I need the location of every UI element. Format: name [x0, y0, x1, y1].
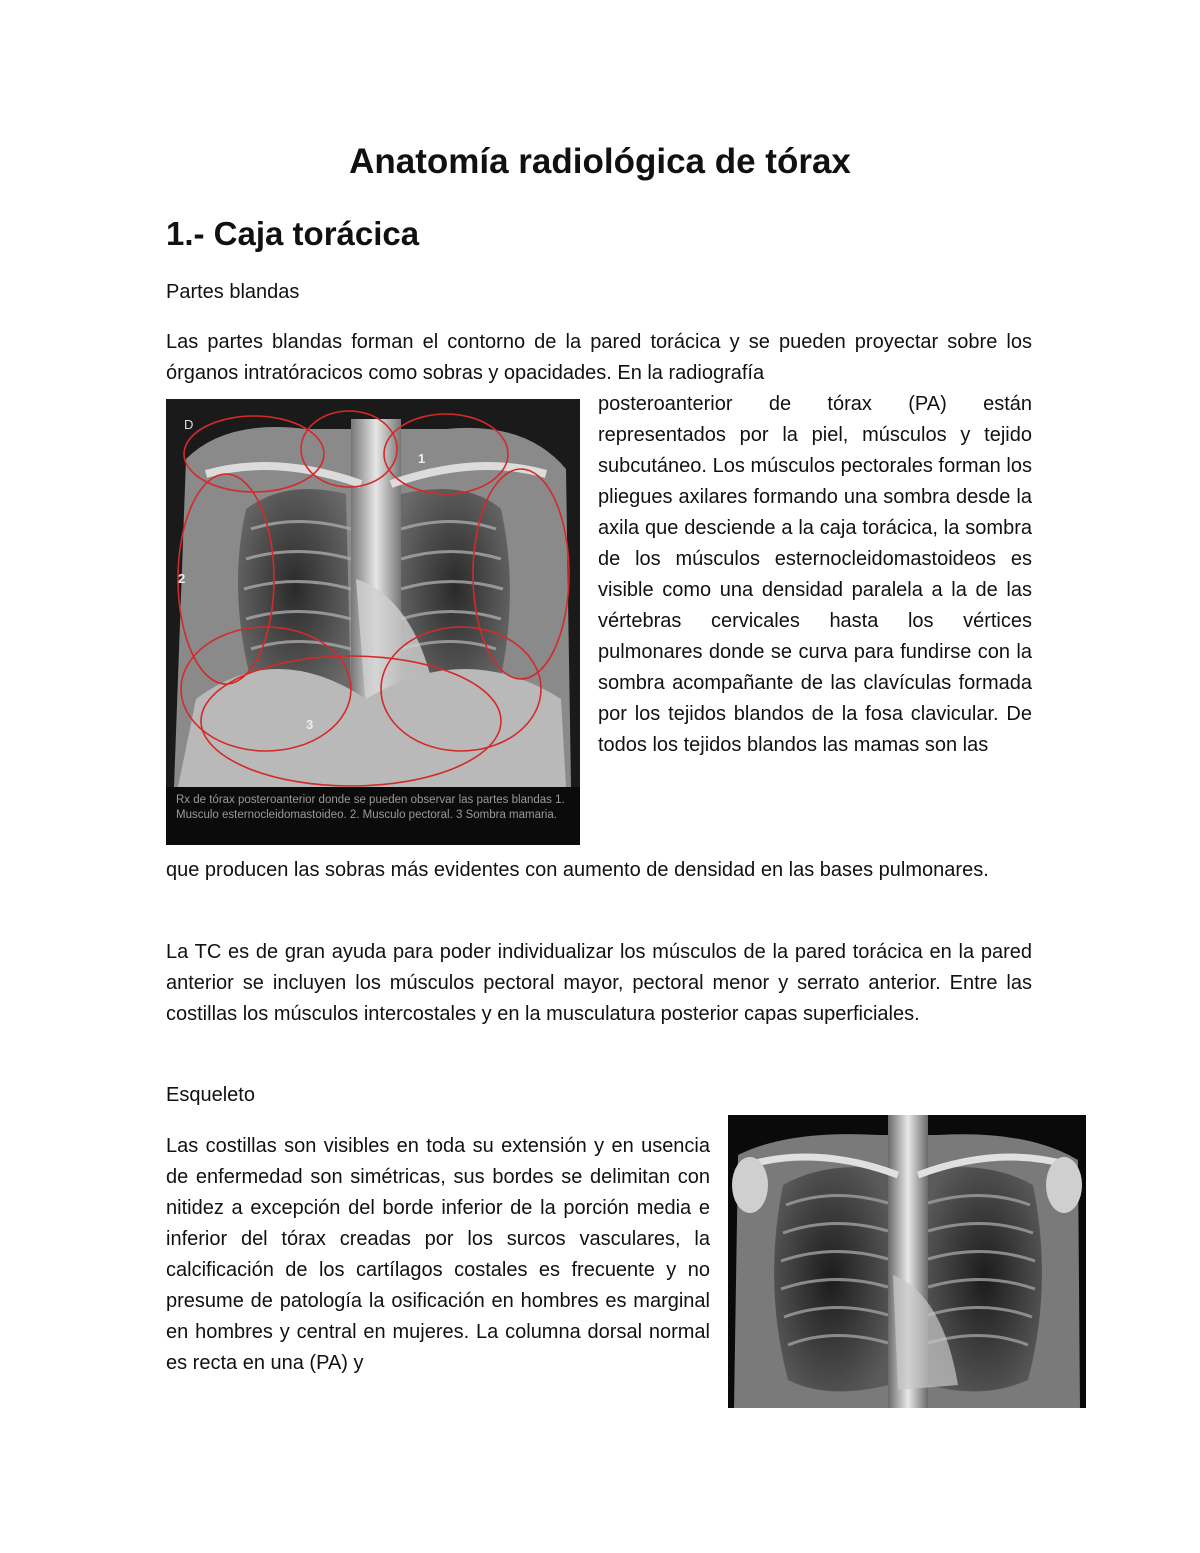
paragraph-ct-muscles: La TC es de gran ayuda para poder individualizar los músculos de la pared torácica en la pared anterior se incluyen los músculos pectoral mayor, pectoral menor y serrato anterior. Entre las costillas los músculos intercostales y en la musculatura posterior capas superficiales.	[166, 941, 1032, 1025]
xray-marker-D: D	[184, 417, 194, 432]
xray-label-3: 3	[306, 717, 314, 732]
figure-chest-xray	[728, 1115, 1086, 1408]
figure-chest-xray-annotated	[166, 399, 580, 845]
paragraph-soft-tissue-end: que producen las sobras más evidentes con aumento de densidad en las bases pulmonares.	[166, 859, 989, 881]
xray-label-2: 2	[178, 571, 186, 586]
figure-caption: Rx de tórax posteroanterior donde se pueden observar las partes blandas 1. Musculo esternocleidomastoideo. 2. Musculo pectoral. 3 Sombra mamaria.	[166, 787, 580, 845]
subheading-soft-tissue: Partes blandas	[166, 281, 300, 303]
document-title: Anatomía radiológica de tórax	[349, 142, 851, 181]
xray-image-plain	[728, 1115, 1086, 1408]
paragraph-skeleton: Las costillas son visibles en toda su extensión y en usencia de enfermedad son simétricas, sus bordes se delimitan con nitidez a excepción del borde inferior de la porción media e inferior del tórax creadas por los surcos vasculares, la calcificación de los cartílagos costales es frecuente y no presume de patología la osificación en hombres es marginal en hombres y central en mujeres. La columna dorsal normal es recta en una (PA) y	[166, 1135, 710, 1374]
xray-image	[166, 399, 580, 845]
paragraph-soft-tissue-wrap: posteroanterior de tórax (PA) están representados por la piel, músculos y tejido subcutáneo. Los músculos pectorales forman los pliegues axilares formando una sombra desde la axila que desciende a la caja torácica, la sombra de los músculos esternocleidomastoideos es visible como una densidad paralela a la de las vértebras cervicales hasta los vértices pulmonares donde se curva para fundirse con la sombra acompañante de las clavículas formada por los tejidos blandos de la fosa clavicular. De todos los tejidos blandos las mamas son las	[598, 393, 1032, 756]
subheading-skeleton: Esqueleto	[166, 1084, 255, 1106]
xray-label-1: 1	[418, 451, 426, 466]
paragraph-soft-tissue-intro: Las partes blandas forman el contorno de la pared torácica y se pueden proyectar sobre los órganos intratóracicos como sobras y opacidades. En la radiografía	[166, 331, 1032, 384]
section-heading: 1.- Caja torácica	[166, 215, 420, 252]
